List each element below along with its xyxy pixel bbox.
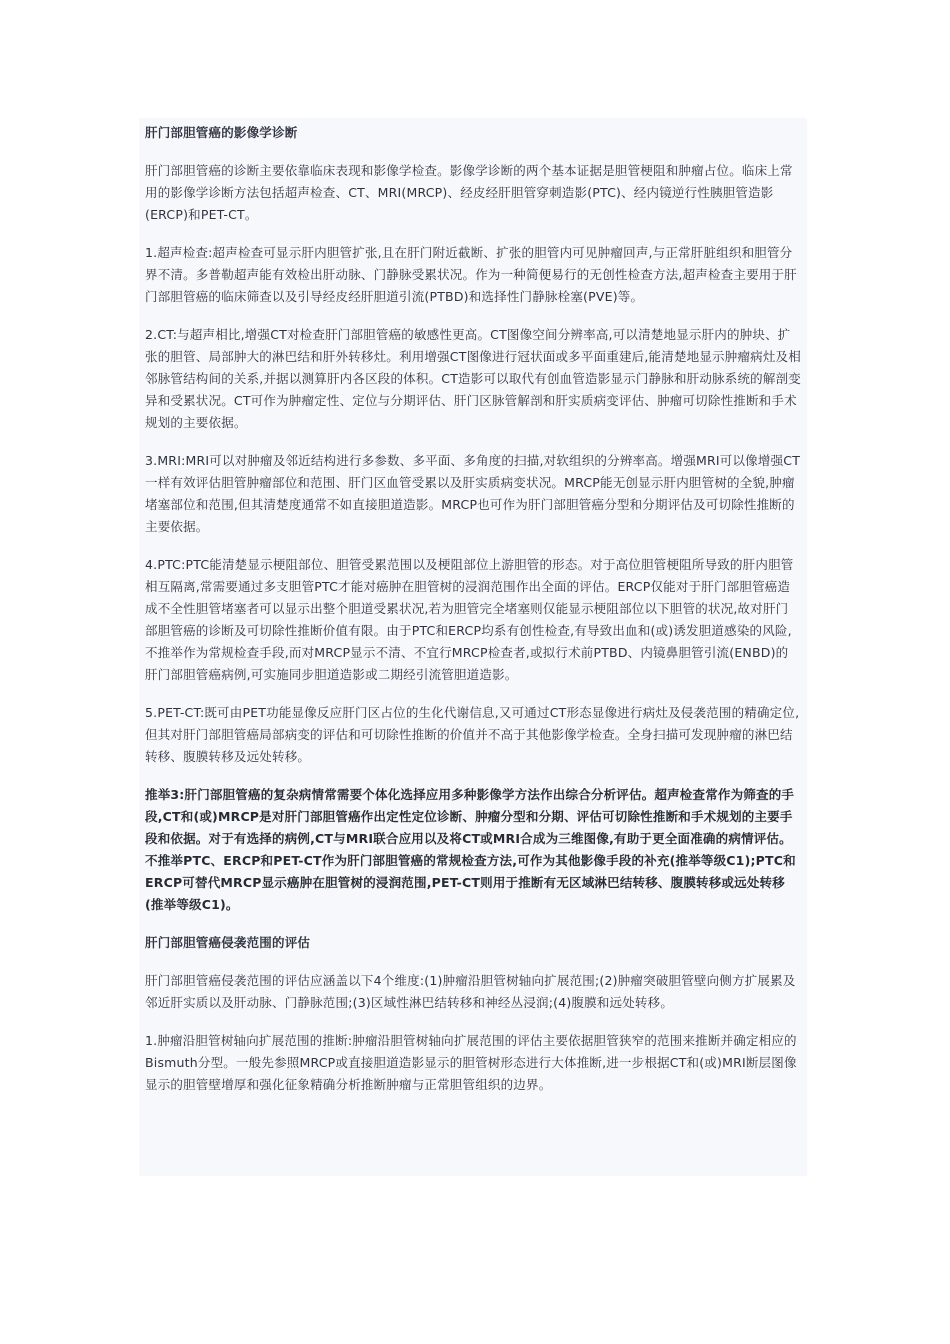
paragraph-intro: 肝门部胆管癌的诊断主要依靠临床表现和影像学检查。影像学诊断的两个基本证据是胆管梗阻和肿瘤占位。临床上常用的影像学诊断方法包括超声检查、CT、MRI(MRCP)、经皮经肝胆管穿刺造影(PTC)、经内镜逆行性胰胆管造影(ERCP)和PET-CT。 (145, 163, 793, 222)
paragraph-mri: 3.MRI:MRI可以对肿瘤及邻近结构进行多参数、多平面、多角度的扫描,对软组织的分辨率高。增强MRI可以像增强CT一样有效评估胆管肿瘤部位和范围、肝门区血管受累以及肝实质病变状况。MRCP能无创显示肝内胆管树的全貌,肿瘤堵塞部位和范围,但其清楚度通常不如直接胆道造影。MRCP也可作为肝门部胆管癌分型和分期评估及可切除性推断的主要依据。 (145, 453, 801, 534)
paragraph-pet-ct: 5.PET-CT:既可由PET功能显像反应肝门区占位的生化代谢信息,又可通过CT形态显像进行病灶及侵袭范围的精确定位,但其对肝门部胆管癌局部病变的评估和可切除性推断的价值并不高于其他影像学检查。全身扫描可发现肿瘤的淋巴结转移、腹膜转移及远处转移。 (145, 705, 800, 764)
section-heading-invasion-scope: 肝门部胆管癌侵袭范围的评估 (145, 935, 311, 950)
recommendation-3: 推举3:肝门部胆管癌的复杂病情常需要个体化选择应用多种影像学方法作出综合分析评估。超声检查常作为筛查的手段,CT和(或)MRCP是对肝门部胆管癌作出定性定位诊断、肿瘤分型和分期、评估可切除性推断和手术规划的主要手段和依据。对于有选择的病例,CT与MRI联合应用以及将CT或MRI合成为三维图像,有助于更全面准确的病情评估。不推举PTC、ERCP和PET-CT作为肝门部胆管癌的常规检查方法,可作为其他影像手段的补充(推举等级C1);PTC和ERCP可替代MRCP显示癌肿在胆管树的浸润范围,PET-CT则用于推断有无区域淋巴结转移、腹膜转移或远处转移(推举等级C1)。 (145, 787, 796, 912)
paragraph-axial-extent: 1.肿瘤沿胆管树轴向扩展范围的推断:肿瘤沿胆管树轴向扩展范围的评估主要依据胆管狭窄的范围来推断并确定相应的Bismuth分型。一般先参照MRCP或直接胆道造影显示的胆管树形态进行大体推断,进一步根据CT和(或)MRI断层图像显示的胆管壁增厚和强化征象精确分析推断肿瘤与正常胆管组织的边界。 (145, 1033, 797, 1092)
paragraph-ct: 2.CT:与超声相比,增强CT对检查肝门部胆管癌的敏感性更高。CT图像空间分辨率高,可以清楚地显示肝内的肿块、扩张的胆管、局部肿大的淋巴结和肝外转移灶。利用增强CT图像进行冠状面或多平面重建后,能清楚地显示肿瘤病灶及相邻脉管结构间的关系,并据以测算肝内各区段的体积。CT造影可以取代有创血管造影显示门静脉和肝动脉系统的解剖变异和受累状况。CT可作为肿瘤定性、定位与分期评估、肝门区脉管解剖和肝实质病变评估、肿瘤可切除性推断和手术规划的主要依据。 (145, 327, 801, 430)
paragraph-ptc: 4.PTC:PTC能清楚显示梗阻部位、胆管受累范围以及梗阻部位上游胆管的形态。对于高位胆管梗阻所导致的肝内胆管相互隔离,常需要通过多支胆管PTC才能对癌肿在胆管树的浸润范围作出全面的评估。ERCP仅能对于肝门部胆管癌造成不全性胆管堵塞者可以显示出整个胆道受累状况,若为胆管完全堵塞则仅能显示梗阻部位以下胆管的状况,故对肝门部胆管癌的诊断及可切除性推断价值有限。由于PTC和ERCP均系有创性检查,有导致出血和(或)诱发胆道感染的风险,不推举作为常规检查手段,而对MRCP显示不清、不宜行MRCP检查者,或拟行术前PTBD、内镜鼻胆管引流(ENBD)的肝门部胆管癌病例,可实施同步胆道造影或二期经引流管胆道造影。 (145, 557, 794, 682)
paragraph-scope-dimensions: 肝门部胆管癌侵袭范围的评估应涵盖以下4个维度:(1)肿瘤沿胆管树轴向扩展范围;(2)肿瘤突破胆管壁向侧方扩展累及邻近肝实质以及肝动脉、门静脉范围;(3)区域性淋巴结转移和神经丛浸润;(4)腹膜和远处转移。 (145, 973, 796, 1010)
section-heading-imaging-diagnosis: 肝门部胆管癌的影像学诊断 (145, 125, 298, 140)
article-body (139, 118, 807, 1176)
paragraph-ultrasound: 1.超声检查:超声检查可显示肝内胆管扩张,且在肝门附近截断、扩张的胆管内可见肿瘤回声,与正常肝脏组织和胆管分界不清。多普勒超声能有效检出肝动脉、门静脉受累状况。作为一种简便易行的无创性检查方法,超声检查主要用于肝门部胆管癌的临床筛查以及引导经皮经肝胆道引流(PTBD)和选择性门静脉栓塞(PVE)等。 (145, 245, 797, 304)
